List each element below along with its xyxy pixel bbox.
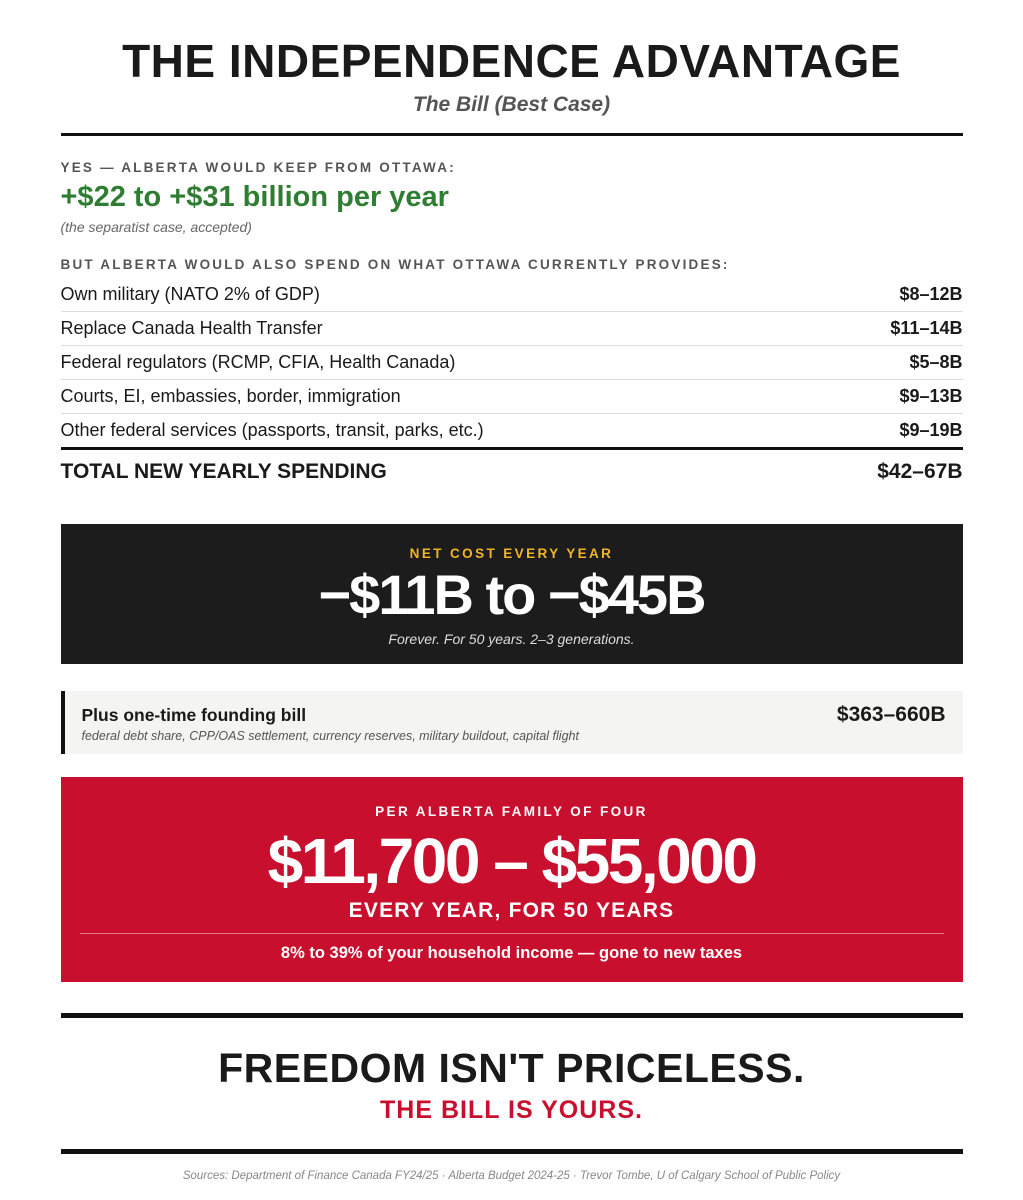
spending-item-label: Other federal services (passports, transit, parks, etc.) [60,420,484,440]
total-value: $42–67B [877,460,963,483]
net-cost-label: NET COST EVERY YEAR [409,546,614,561]
divider [61,133,963,136]
sources-footnote: Sources: Department of Finance Canada FY24/25 · Alberta Budget 2024-25 · Trevor Tombe, U of Calgary School of Public Policy [182,1170,841,1182]
page-subtitle: The Bill (Best Case) [412,93,611,116]
founding-value: $363–660B [836,703,946,726]
spending-list [61,278,963,447]
spending-item-label: Replace Canada Health Transfer [60,318,323,338]
spending-item-military [61,278,963,312]
net-cost-amount: −$11B to −$45B [318,563,705,626]
total-row [61,447,963,494]
spending-item-regulators [61,346,963,380]
net-cost-note: Forever. For 50 years. 2–3 generations. [388,631,635,647]
spending-item-health-transfer [61,312,963,346]
spend-kicker: BUT ALBERTA WOULD ALSO SPEND ON WHAT OTTAWA CURRENTLY PROVIDES: [60,257,730,272]
spending-item-value: $8–12B [899,284,963,304]
spending-item-courts [61,380,963,414]
closer-headline: FREEDOM ISN'T PRICELESS. [218,1045,805,1091]
family-label: PER ALBERTA FAMILY OF FOUR [375,804,648,819]
spending-item-value: $9–19B [899,420,963,440]
keep-kicker: YES — ALBERTA WOULD KEEP FROM OTTAWA: [60,160,456,175]
closer-bottom-rule [61,1149,963,1154]
spending-item-value: $11–14B [890,318,963,338]
family-subheading: EVERY YEAR, FOR 50 YEARS [348,899,675,922]
spending-item-other [61,414,963,447]
keep-amount: +$22 to +$31 billion per year [60,181,449,213]
page-title: THE INDEPENDENCE ADVANTAGE [122,35,901,87]
spending-item-value: $5–8B [909,352,963,372]
family-cost-panel [61,777,963,982]
closer-top-rule [61,1013,963,1018]
net-cost-panel [61,524,963,664]
family-divider [80,933,944,934]
family-amount: $11,700 – $55,000 [267,825,756,897]
spending-item-label: Own military (NATO 2% of GDP) [60,284,320,304]
family-income-note: 8% to 39% of your household income — gone to new taxes [280,944,743,962]
founding-detail: federal debt share, CPP/OAS settlement, currency reserves, military buildout, capital flight [81,729,579,743]
spending-item-label: Federal regulators (RCMP, CFIA, Health Canada) [60,352,456,372]
closer-subheadline: THE BILL IS YOURS. [380,1096,643,1124]
page [61,0,963,1182]
founding-title: Plus one-time founding bill [81,705,307,725]
keep-note: (the separatist case, accepted) [60,219,252,235]
spending-item-label: Courts, EI, embassies, border, immigration [60,386,401,406]
total-label: TOTAL NEW YEARLY SPENDING [60,460,387,483]
spending-item-value: $9–13B [899,386,963,406]
founding-bill-callout [61,691,963,754]
